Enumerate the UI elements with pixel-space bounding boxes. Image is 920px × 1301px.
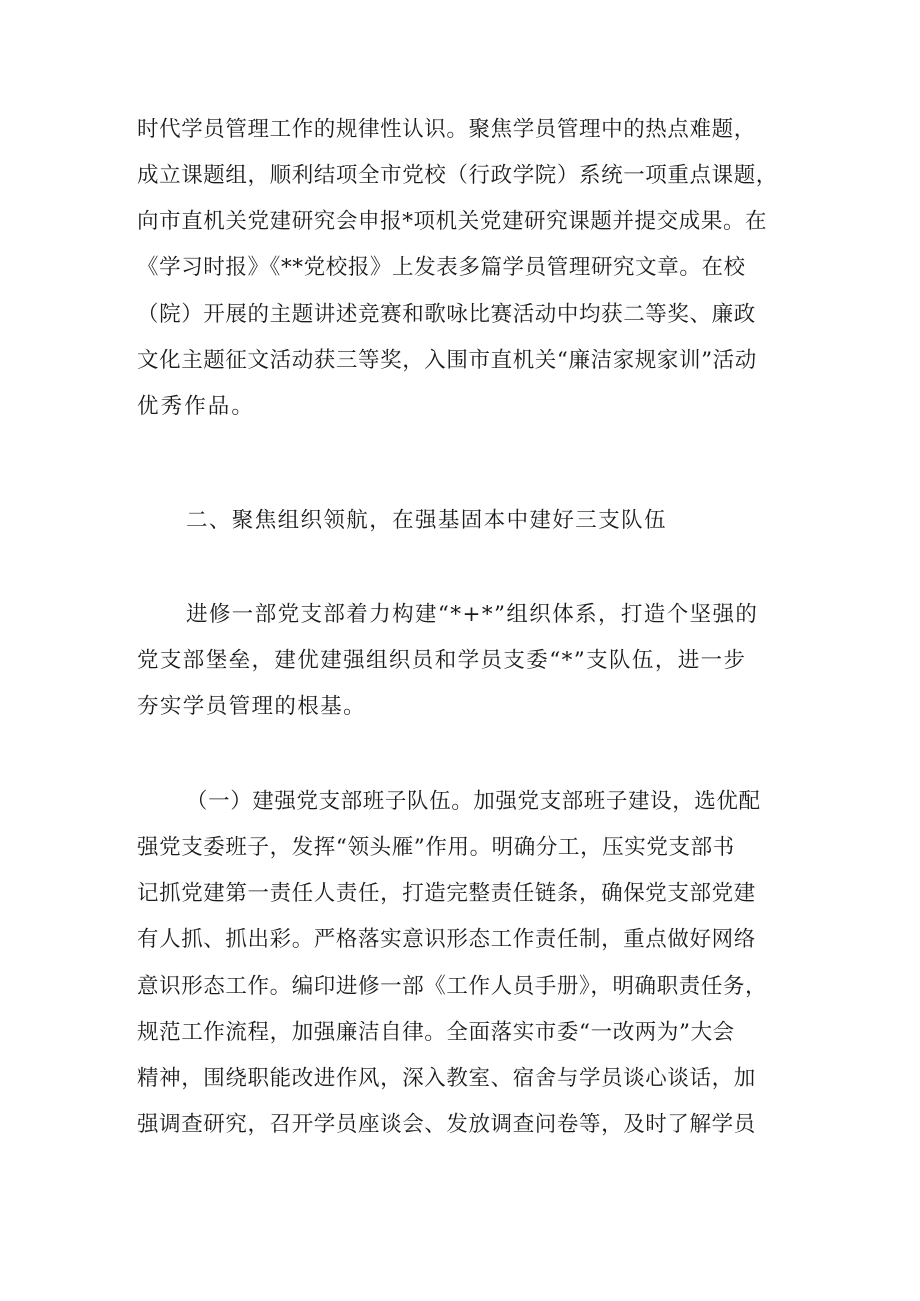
section-heading: 二、聚焦组织领航，在强基固本中建好三支队伍 <box>186 508 667 533</box>
paragraph-3-line-3: 记抓党建第一责任人责任，打造完整责任链条，确保党支部党建 <box>137 881 756 906</box>
paragraph-1-line-5: （院）开展的主题讲述竞赛和歌咏比赛活动中均获二等奖、廉政 <box>137 302 756 327</box>
paragraph-1-line-1: 时代学员管理工作的规律性认识。聚焦学员管理中的热点难题， <box>137 117 756 142</box>
paragraph-1-line-3: 向市直机关党建研究会申报*项机关党建研究课题并提交成果。在 <box>137 209 768 234</box>
paragraph-1-line-2: 成立课题组，顺利结项全市党校（行政学院）系统一项重点课题， <box>137 163 778 188</box>
paragraph-3-line-5: 意识形态工作。编印进修一部《工作人员手册》，明确职责任务， <box>137 974 768 999</box>
paragraph-2-line-3: 夯实学员管理的根基。 <box>137 694 367 719</box>
paragraph-1-line-6: 文化主题征文活动获三等奖，入围市直机关“廉洁家规家训”活动 <box>137 348 757 373</box>
paragraph-2-line-1: 进修一部党支部着力构建“*+*”组织体系，打造个坚强的 <box>186 602 759 627</box>
paragraph-1-line-4: 《学习时报》《**党校报》上发表多篇学员管理研究文章。在校 <box>137 255 746 280</box>
paragraph-3-line-6: 规范工作流程，加强廉洁自律。全面落实市委“一改两为”大会 <box>137 1020 735 1045</box>
paragraph-2-line-2: 党支部堡垒，建优建强组织员和学员支委“*”支队伍，进一步 <box>137 648 747 673</box>
paragraph-3-line-7: 精神，围绕职能改进作风，深入教室、宿舍与学员谈心谈话，加 <box>137 1066 756 1091</box>
paragraph-3-line-2: 强党支委班子，发挥“领头雁”作用。明确分工，压实党支部书 <box>137 835 735 860</box>
paragraph-3-line-8: 强调查研究，召开学员座谈会、发放调查问卷等，及时了解学员 <box>137 1112 756 1137</box>
paragraph-1-line-7: 优秀作品。 <box>137 394 256 419</box>
paragraph-3-line-1: （一）建强党支部班子队伍。加强党支部班子建设，选优配 <box>186 789 761 814</box>
paragraph-3-line-4: 有人抓、抓出彩。严格落实意识形态工作责任制，重点做好网络 <box>137 927 756 952</box>
